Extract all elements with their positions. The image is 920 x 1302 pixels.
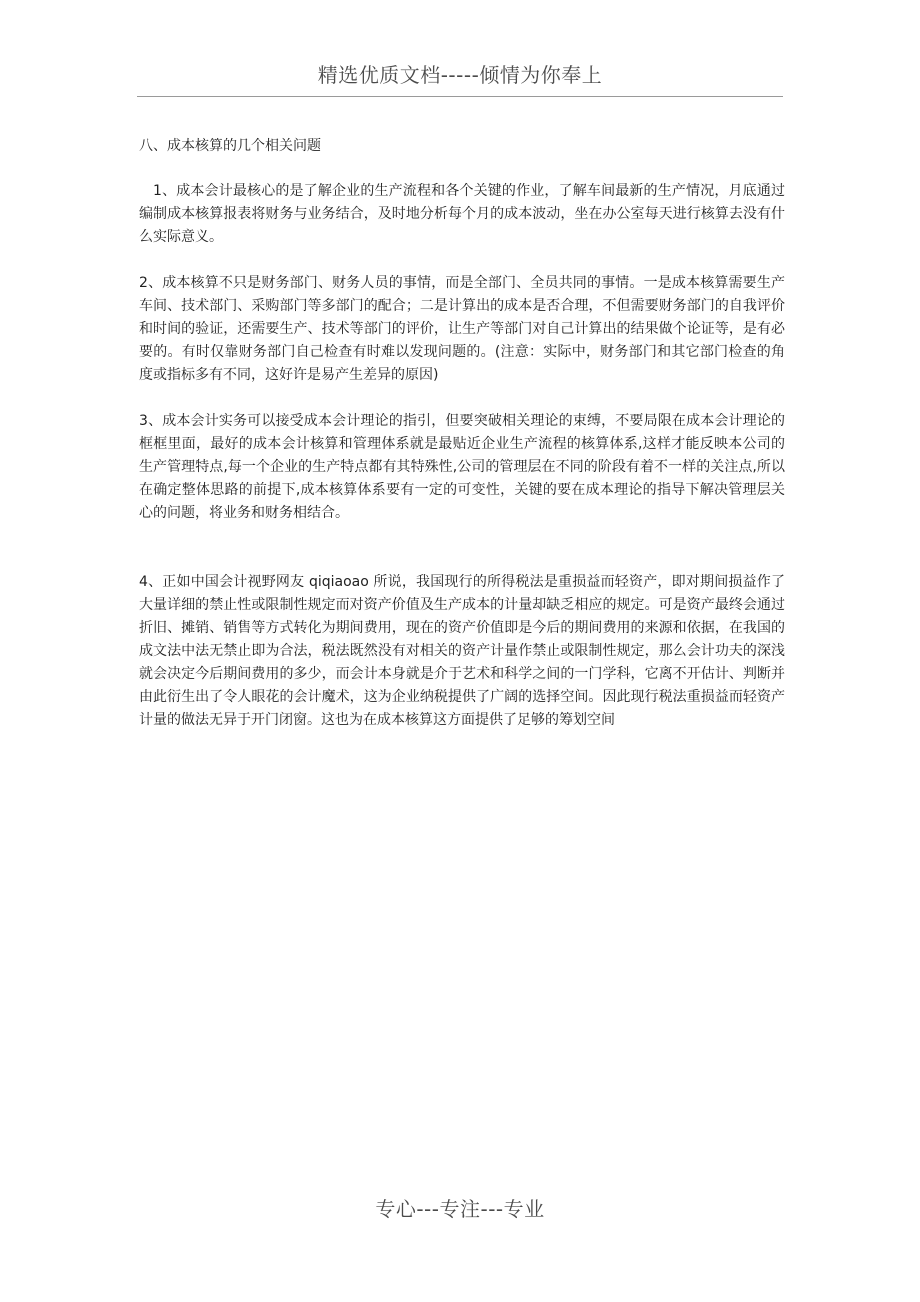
page-header xyxy=(137,62,783,97)
paragraph-3: 3、成本会计实务可以接受成本会计理论的指引，但要突破相关理论的束缚，不要局限在成本会计理论的框框里面，最好的成本会计核算和管理体系就是最贴近企业生产流程的核算体系,这样才能反映本公司的生产管理特点,每一个企业的生产特点都有其特殊性,公司的管理层在不同的阶段有着不一样的关注点,所以在确定整体思路的前提下,成本核算体系要有一定的可变性，关键的要在成本理论的指导下解决管理层关心的问题，将业务和财务相结合。 xyxy=(139,413,785,521)
paragraph-2: 2、成本核算不只是财务部门、财务人员的事情，而是全部门、全员共同的事情。一是成本核算需要生产车间、技术部门、采购部门等多部门的配合；二是计算出的成本是否合理，不但需要财务部门的自我评价和时间的验证，还需要生产、技术等部门的评价，让生产等部门对自己计算出的结果做个论证等，是有必要的。有时仅靠财务部门自己检查有时难以发现问题的。(注意：实际中，财务部门和其它部门检查的角度或指标多有不同，这好许是易产生差异的原因) xyxy=(139,275,785,383)
footer-text: 专心---专注---专业 xyxy=(375,1197,545,1221)
page-footer xyxy=(0,1196,920,1222)
document-body xyxy=(139,135,785,755)
section-heading: 八、成本核算的几个相关问题 xyxy=(139,138,321,154)
paragraph-4: 4、正如中国会计视野网友 qiqiaoao 所说，我国现行的所得税法是重损益而轻资产，即对期间损益作了大量详细的禁止性或限制性规定而对资产价值及生产成本的计量却缺乏相应的规定。可是资产最终会通过折旧、摊销、销售等方式转化为期间费用，现在的资产价值即是今后的期间费用的来源和依据，在我国的成文法中法无禁止即为合法，税法既然没有对相关的资产计量作禁止或限制性规定，那么会计功夫的深浅就会决定今后期间费用的多少，而会计本身就是介于艺术和科学之间的一门学科，它离不开估计、判断并由此衍生出了令人眼花的会计魔术，这为企业纳税提供了广阔的选择空间。因此现行税法重损益而轻资产计量的做法无异于开门闭窗。这也为在成本核算这方面提供了足够的筹划空间 xyxy=(139,574,785,728)
header-title: 精选优质文档-----倾情为你奉上 xyxy=(317,63,603,87)
paragraph-1: 1、成本会计最核心的是了解企业的生产流程和各个关键的作业，了解车间最新的生产情况，月底通过编制成本核算报表将财务与业务结合，及时地分析每个月的成本波动，坐在办公室每天进行核算去没有什么实际意义。 xyxy=(139,183,785,245)
